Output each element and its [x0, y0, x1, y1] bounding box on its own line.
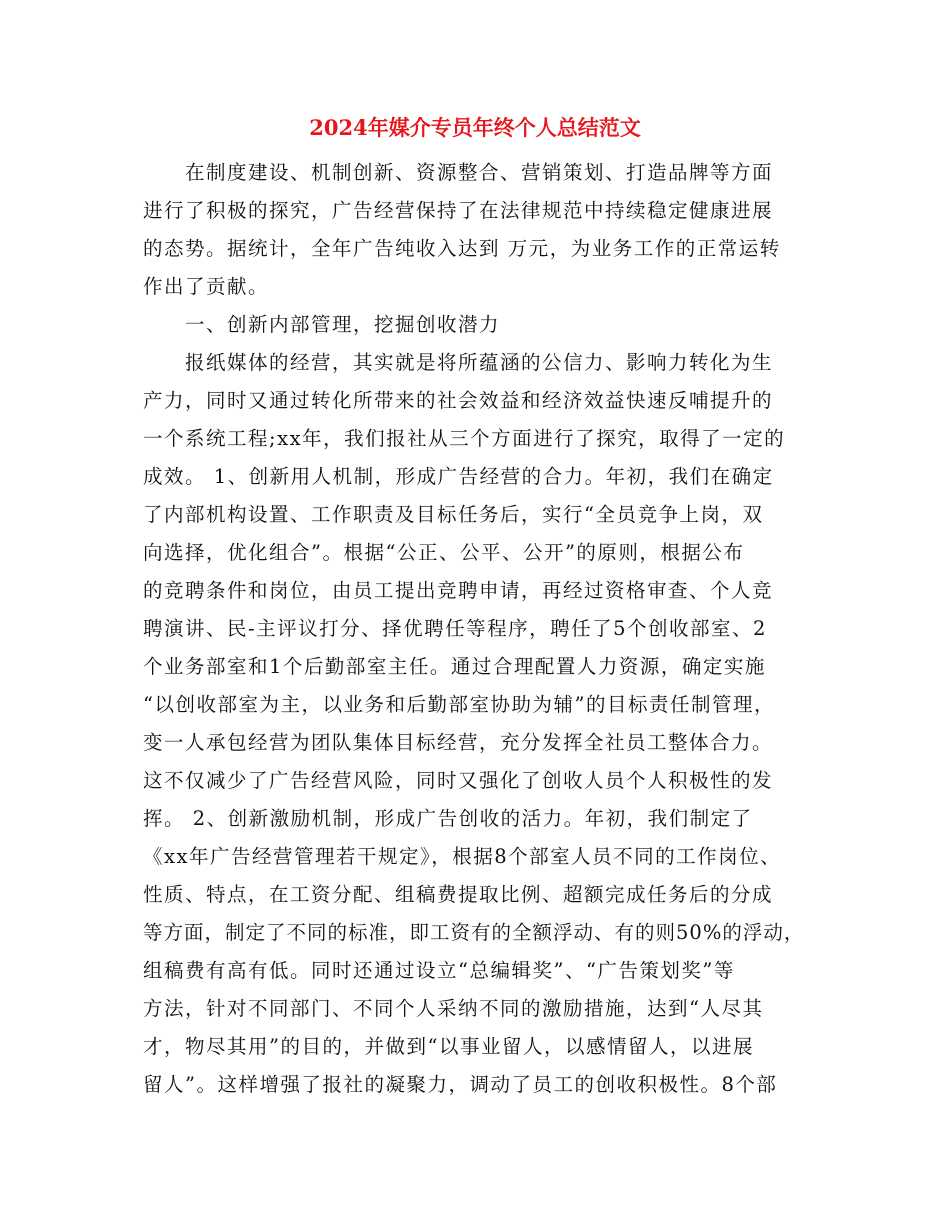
paragraph-line: 在制度建设、机制创新、资源整合、营销策划、打造品牌等方面	[185, 161, 774, 184]
paragraph-line: “以创收部室为主，以业务和后勤部室协助为辅”的目标责任制管理，	[143, 693, 775, 716]
paragraph-line: 成效。 1、创新用人机制，形成广告经营的合力。年初，我们在确定	[143, 465, 774, 488]
paragraph-line: 的态势。据统计，全年广告纯收入达到 万元，为业务工作的正常运转	[143, 237, 781, 260]
paragraph-line: 组稿费有高有低。同时还通过设立“总编辑奖”、“广告策划奖”等	[143, 959, 735, 982]
paragraph-line: 聘演讲、民-主评议打分、择优聘任等程序，聘任了5个创收部室、2	[143, 617, 767, 640]
paragraph-line: 的竞聘条件和岗位，由员工提出竞聘申请，再经过资格审查、个人竞	[143, 579, 774, 602]
paragraph-line: 个业务部室和1个后勤部室主任。通过合理配置人力资源，确定实施	[143, 655, 766, 678]
paragraph-line: 方法，针对不同部门、不同个人采纳不同的激励措施，达到“人尽其	[143, 997, 764, 1020]
section-heading: 一、创新内部管理，挖掘创收潜力	[185, 313, 501, 336]
paragraph-line: 变一人承包经营为团队集体目标经营，充分发挥全社员工整体合力。	[143, 731, 774, 754]
paragraph-line: 了内部机构设置、工作职责及目标任务后，实行“全员竞争上岗，双	[143, 503, 764, 526]
paragraph-line: 作出了贡献。	[143, 275, 270, 298]
paragraph-line: 挥。 2、创新激励机制，形成广告创收的活力。年初，我们制定了	[143, 807, 753, 830]
paragraph-line: 才，物尽其用”的目的，并做到“以事业留人，以感情留人，以进展	[143, 1035, 754, 1058]
paragraph-line: 产力，同时又通过转化所带来的社会效益和经济效益快速反哺提升的	[143, 389, 774, 412]
paragraph-line: 报纸媒体的经营，其实就是将所蕴涵的公信力、影响力转化为生	[185, 351, 774, 374]
paragraph-line: 性质、特点，在工资分配、组稿费提取比例、超额完成任务后的分成	[143, 883, 774, 906]
paragraph-line: 等方面，制定了不同的标准，即工资有的全额浮动、有的则50%的浮动，	[143, 921, 805, 944]
paragraph-line: 《xx年广告经营管理若干规定》，根据8个部室人员不同的工作岗位、	[143, 845, 782, 868]
paragraph-line: 进行了积极的探究，广告经营保持了在法律规范中持续稳定健康进展	[143, 199, 774, 222]
document-title: 2024年媒介专员年终个人总结范文	[309, 115, 641, 140]
paragraph-line: 这不仅减少了广告经营风险，同时又强化了创收人员个人积极性的发	[143, 769, 774, 792]
paragraph-line: 一个系统工程;xx年，我们报社从三个方面进行了探究，取得了一定的	[143, 427, 786, 450]
paragraph-line: 留人”。这样增强了报社的凝聚力，调动了员工的创收积极性。8个部	[143, 1073, 778, 1096]
paragraph-line: 向选择，优化组合”。根据“公正、公平、公开”的原则，根据公布	[143, 541, 745, 564]
